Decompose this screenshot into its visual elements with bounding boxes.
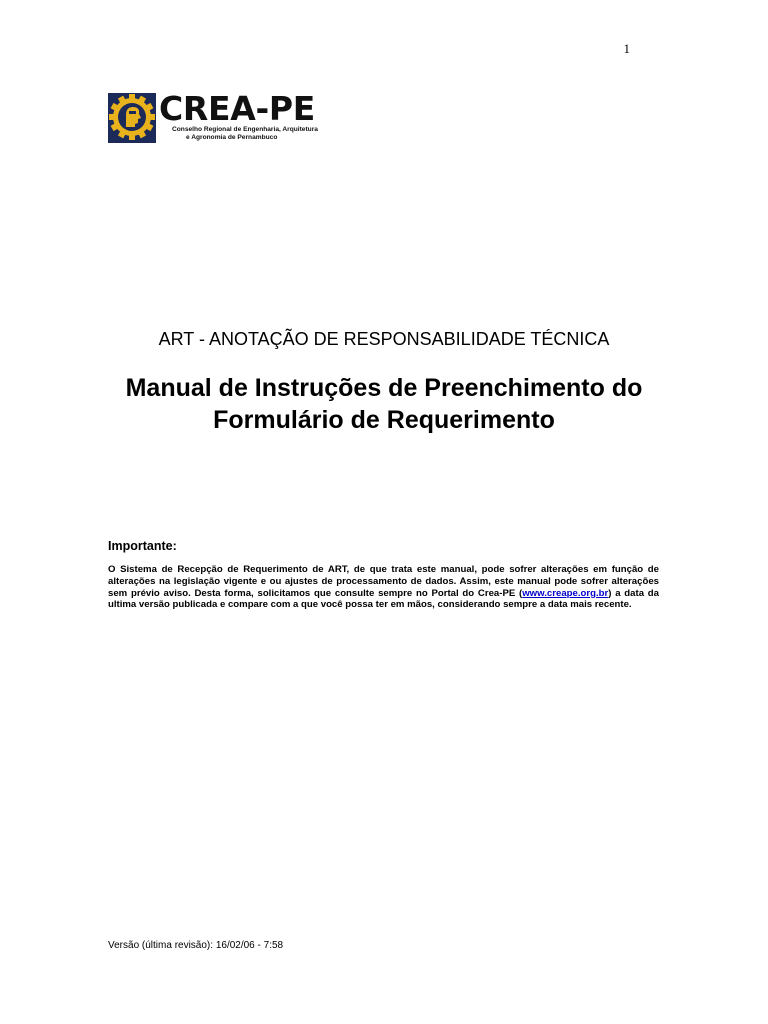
logo-name: CREA-PE	[159, 89, 316, 128]
important-notice	[108, 564, 659, 611]
logo-subtitle-line-1: Conselho Regional de Engenharia, Arquitetura	[172, 126, 318, 133]
document-subtitle: ART - ANOTAÇÃO DE RESPONSABILIDADE TÉCNICA	[158, 329, 610, 349]
version-footer: Versão (última revisão): 16/02/06 - 7:58	[108, 940, 284, 951]
page-number: 1	[623, 41, 630, 56]
crea-pe-logo	[108, 89, 348, 145]
important-heading: Importante:	[108, 539, 177, 553]
creape-website-link[interactable]: www.creape.org.br	[522, 587, 609, 599]
logo-subtitle-line-2: e Agronomia de Pernambuco	[186, 134, 278, 141]
logo-subtitle	[172, 126, 352, 142]
document-title: Manual de Instruções de Preenchimento do Formulário de Requerimento	[125, 374, 643, 434]
notice-text-before: O Sistema de Recepção de Requerimento de ART, de que trata este manual, pode sofrer alterações em função de alterações na legislação vigente e ou ajustes de processamento de dados. Assim, este manual pode sofrer alterações sem prévio aviso. Desta forma, solicitamos que consulte sempre no Portal do Crea-PE (	[108, 564, 659, 599]
crea-seal-icon	[108, 93, 156, 143]
notice-text-after: ) a data da ultima versão publicada e compare com a que você possa ter em mãos, considerando sempre a data mais recente.	[108, 587, 659, 611]
